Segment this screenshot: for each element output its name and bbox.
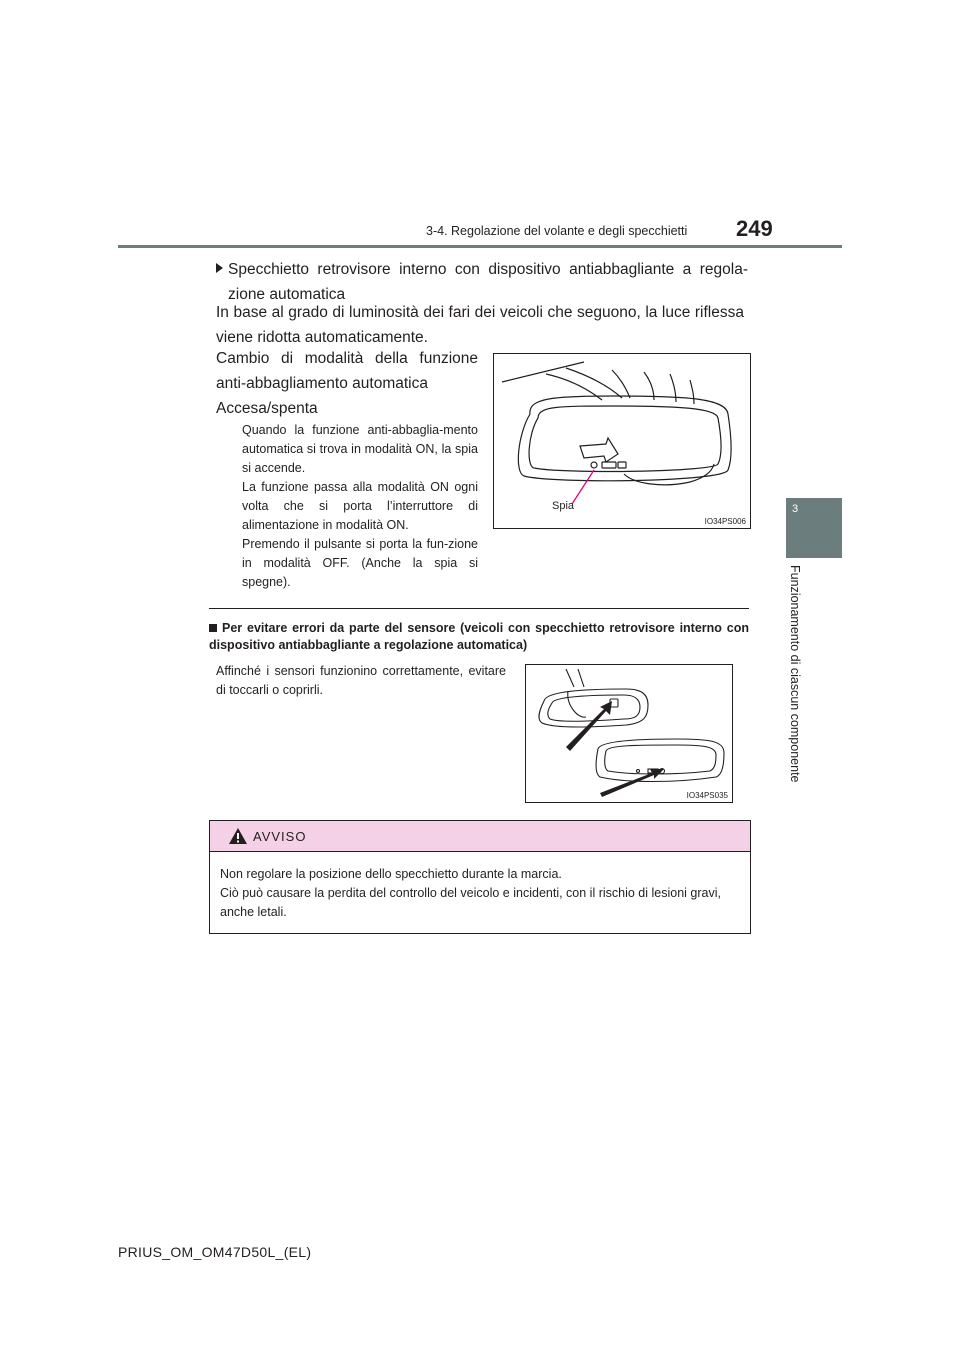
note-body: Affinché i sensori funzionino correttamente, evitare di toccarli o coprirli. [216, 664, 506, 697]
note-heading [209, 620, 749, 654]
warning-header [210, 821, 750, 852]
indicator-label: Spia [552, 500, 575, 512]
detail-text [242, 421, 478, 592]
note-heading-text: Per evitare errori da parte del sensore (veicoli con specchietto retrovisore interno con dispositivo antiabbagliante a regolazione automatica) [209, 621, 749, 652]
paragraph-intro: In base al grado di luminosità dei fari dei veicoli che seguono, la luce riflessa viene ridotta automaticamente. [216, 304, 744, 346]
warning-line: Ciò può causare la perdita del controllo del veicolo e incidenti, con il rischio di lesioni gravi, anche letali. [220, 886, 721, 919]
section-divider [209, 608, 749, 609]
page-number: 249 [736, 216, 773, 241]
bullet-square-icon [209, 624, 217, 632]
detail-line: La funzione passa alla modalità ON ogni volta che si porta l’interruttore di alimentazione in modalità ON. [242, 480, 478, 532]
bullet-triangle-icon [216, 263, 223, 273]
header-rule [118, 245, 842, 248]
mirror-illustration [493, 353, 751, 529]
warning-line: Non regolare la posizione dello specchietto durante la marcia. [220, 867, 562, 881]
warning-box [209, 820, 751, 934]
chapter-number: 3 [792, 503, 799, 515]
paragraph-on-off: Accesa/spenta [216, 400, 318, 417]
figure-code: IO34PS035 [686, 791, 728, 800]
chapter-title: Funzionamento di ciascun componente [788, 565, 802, 783]
warning-text [220, 865, 742, 922]
warning-triangle-icon [228, 827, 248, 845]
sensor-illustration [525, 664, 733, 803]
detail-line: Quando la funzione anti-abbaglia-mento automatica si trova in modalità ON, la spia si accende. [242, 423, 478, 475]
section-title: 3-4. Regolazione del volante e degli specchietti [426, 224, 688, 238]
figure-code: IO34PS006 [704, 517, 746, 526]
detail-line: Premendo il pulsante si porta la fun-zione in modalità OFF. (Anche la spia si spegne). [242, 537, 478, 589]
paragraph-mode-change: Cambio di modalità della funzione anti-abbagliamento automatica [216, 350, 478, 392]
warning-title: AVVISO [253, 829, 307, 844]
document-code: PRIUS_OM_OM47D50L_(EL) [118, 1244, 312, 1260]
sensor-drawing [526, 665, 732, 802]
mirror-drawing [494, 354, 750, 528]
subheading-text: Specchietto retrovisore interno con dispositivo antiabbagliante a regola-zione automatica [228, 261, 748, 303]
